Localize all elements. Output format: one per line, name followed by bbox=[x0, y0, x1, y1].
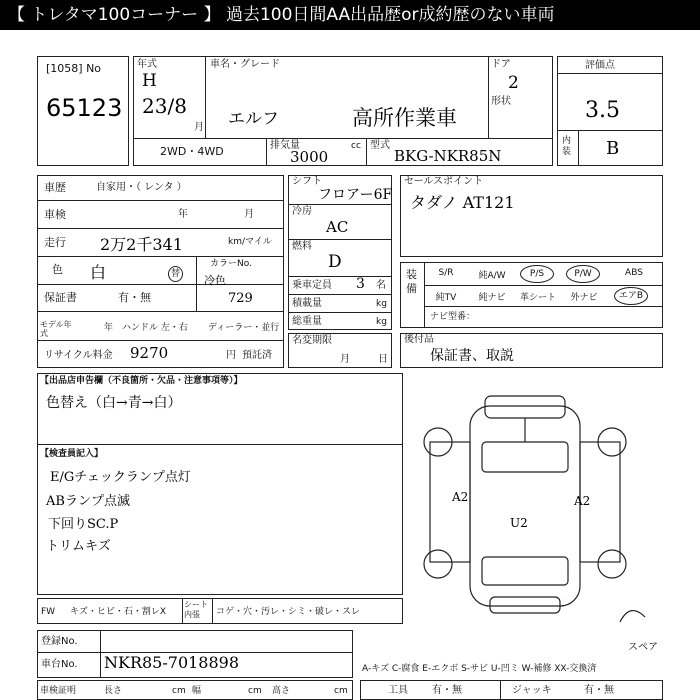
name-change-month: 月 bbox=[340, 354, 350, 365]
mileage-unit: km/マイル bbox=[228, 237, 272, 247]
recycle-label: リサイクル料金 bbox=[44, 350, 113, 361]
displacement-label: 排気量 bbox=[270, 140, 300, 151]
mileage-label: 走行 bbox=[44, 236, 66, 249]
model-row-label: モデル年式 bbox=[40, 320, 72, 338]
jack-options: 有・無 bbox=[584, 685, 614, 696]
model-year-label: 年式 bbox=[137, 59, 157, 70]
color-changed-mark: 替 bbox=[168, 266, 183, 282]
color-label: 色 bbox=[52, 263, 63, 276]
equip-sunroof: S/R bbox=[438, 268, 454, 278]
recycle-deposit: 預託済 bbox=[242, 350, 272, 361]
inspector-line-3: 下回りSC.P bbox=[48, 517, 119, 532]
equip-navi: 純ナビ bbox=[478, 293, 506, 303]
color-value: 白 bbox=[90, 263, 107, 282]
score-label: 評価点 bbox=[585, 60, 615, 71]
drive-type: 2WD・4WD bbox=[160, 145, 224, 158]
car-grade-value: 高所作業車 bbox=[352, 106, 457, 130]
seat-text: コゲ・穴・汚レ・シミ・破レ・スレ bbox=[216, 607, 361, 617]
certificate-height-unit: cm bbox=[334, 686, 348, 696]
model-year-value: 23/8 bbox=[142, 94, 187, 118]
shift-label: シフト bbox=[292, 176, 322, 187]
warranty-label: 保証書 bbox=[44, 291, 77, 304]
history-options: 自家用・（ レンタ ） bbox=[96, 182, 187, 193]
inspector-label: 【検査員記入】 bbox=[40, 449, 104, 459]
certificate-label: 車検証明 bbox=[40, 686, 77, 696]
inspection-year-label: 年 bbox=[178, 209, 188, 220]
displacement-unit: cc bbox=[351, 141, 361, 151]
door-label: ドア bbox=[491, 59, 511, 70]
equip-airbag: エアB bbox=[614, 287, 648, 305]
inspector-line-2: ABランプ点滅 bbox=[46, 494, 130, 509]
ac-label: 冷房 bbox=[292, 206, 312, 217]
capacity-label: 乗車定員 bbox=[292, 280, 332, 291]
lot-prefix: [1058] No bbox=[46, 62, 102, 75]
history-label: 車歴 bbox=[44, 181, 66, 194]
equip-abs: ABS bbox=[625, 268, 643, 278]
inspector-line-1: E/Gチェックランプ点灯 bbox=[50, 470, 191, 485]
color-note: 冷色 bbox=[204, 274, 226, 287]
model-code-value: BKG-NKR85N bbox=[394, 147, 502, 165]
interior-value: B bbox=[606, 138, 620, 159]
damage-mark-center: U2 bbox=[510, 516, 528, 530]
equipment-label: 装備 bbox=[406, 268, 417, 295]
sales-point-value: タダノ AT121 bbox=[410, 193, 515, 212]
jack-label: ジャッキ bbox=[512, 685, 552, 696]
gross-unit: kg bbox=[376, 317, 387, 327]
inspection-month-label: 月 bbox=[244, 209, 254, 220]
seller-notes-label: 【出品店申告欄（不良箇所・欠品・注意事項等）】 bbox=[40, 376, 243, 386]
damage-mark-right: A2 bbox=[574, 494, 591, 508]
recycle-unit: 円 bbox=[226, 350, 236, 361]
damage-legend: A-キズ C-腐食 E-エクボ S-サビ U-凹ミ W-補修 XX-交換済 bbox=[362, 664, 597, 674]
lot-number: 65123 bbox=[46, 94, 123, 122]
chassis-value: NKR85-7018898 bbox=[104, 653, 240, 672]
model-row-dealer: ディーラー・並行 bbox=[208, 323, 280, 333]
vehicle-damage-diagram bbox=[410, 382, 660, 632]
name-change-label: 名変期限 bbox=[292, 335, 332, 346]
load-unit: kg bbox=[376, 299, 387, 309]
navi-model-label: ナビ型番： bbox=[430, 312, 476, 322]
equip-power-window: P/W bbox=[566, 265, 600, 283]
model-code-label: 型式 bbox=[370, 140, 390, 151]
seller-notes-value: 色替え（白→青→白） bbox=[46, 395, 182, 411]
equip-tv: 純TV bbox=[435, 293, 457, 303]
certificate-length-unit: cm bbox=[172, 686, 186, 696]
door-value: 2 bbox=[508, 73, 519, 93]
car-name-label: 車名・グレード bbox=[210, 59, 280, 70]
equip-power-steering: P/S bbox=[520, 265, 554, 283]
inspection-label: 車検 bbox=[44, 208, 66, 221]
shift-value: フロアー6F bbox=[318, 187, 393, 203]
equip-ext-navi: 外ナビ bbox=[570, 293, 598, 303]
gross-label: 総重量 bbox=[292, 316, 322, 327]
registration-label: 登録No. bbox=[41, 636, 78, 647]
interior-label: 内装 bbox=[562, 136, 572, 157]
certificate-width: 幅 bbox=[192, 686, 202, 696]
seat-label: シート内張 bbox=[184, 600, 208, 619]
sales-point-label: セールスポイント bbox=[404, 176, 484, 187]
recycle-value: 9270 bbox=[130, 344, 169, 362]
capacity-unit: 名 bbox=[376, 280, 386, 291]
tools-label: 工具 bbox=[388, 685, 408, 696]
load-label: 積載量 bbox=[292, 298, 322, 309]
certificate-width-unit: cm bbox=[248, 686, 262, 696]
model-year-month-label: 月 bbox=[194, 122, 204, 133]
ac-value: AC bbox=[326, 218, 349, 236]
color-number-value: 729 bbox=[228, 291, 253, 306]
tools-options: 有・無 bbox=[432, 685, 462, 696]
model-row-handle: ハンドル 左・右 bbox=[122, 323, 188, 333]
mileage-value: 2万2千341 bbox=[100, 235, 183, 254]
equip-alloy-wheel: 純A/W bbox=[478, 271, 506, 281]
aftermarket-value: 保証書、取説 bbox=[430, 348, 514, 364]
displacement-value: 3000 bbox=[290, 148, 329, 166]
fuel-label: 燃料 bbox=[292, 241, 312, 252]
certificate-height: 高さ bbox=[272, 686, 291, 696]
fuel-value: D bbox=[328, 252, 342, 272]
banner-title: 【 トレタマ100コーナー 】 過去100日間AA出品歴or成約歴のない車両 bbox=[0, 0, 700, 30]
name-change-day: 日 bbox=[378, 354, 388, 365]
fw-label: FW bbox=[41, 607, 56, 617]
color-number-label: カラーNo. bbox=[210, 259, 252, 269]
spare-label: スペア bbox=[628, 642, 658, 653]
inspector-line-4: トリムキズ bbox=[46, 539, 111, 554]
body-shape-label: 形状 bbox=[491, 96, 511, 107]
car-name-value: エルフ bbox=[228, 109, 279, 129]
warranty-options: 有・無 bbox=[118, 291, 151, 304]
capacity-value: 3 bbox=[356, 276, 365, 292]
model-row-year: 年 bbox=[104, 323, 114, 333]
chassis-label: 車台No. bbox=[41, 659, 78, 670]
certificate-length: 長さ bbox=[104, 686, 123, 696]
score-value: 3.5 bbox=[585, 98, 620, 123]
model-year-era: H bbox=[142, 71, 157, 91]
aftermarket-label: 後付品 bbox=[404, 334, 434, 345]
fw-text: キズ・ヒビ・石・割レX bbox=[70, 607, 166, 617]
equip-leather: 革シート bbox=[519, 293, 556, 303]
damage-mark-left: A2 bbox=[452, 490, 469, 504]
